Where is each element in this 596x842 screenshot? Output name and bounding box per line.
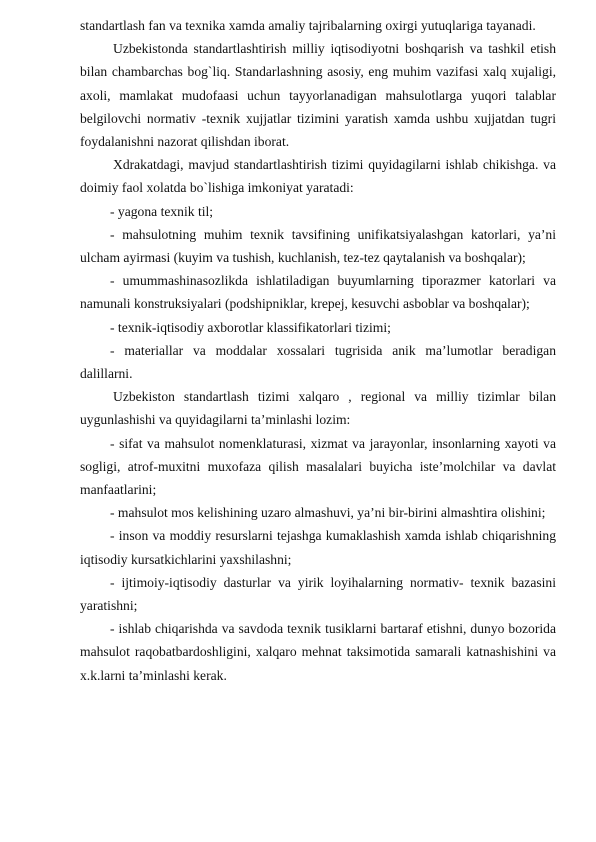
document-page	[80, 14, 556, 687]
list-item-1: - yagona texnik til;	[110, 203, 214, 219]
list-item-3: - umummashinasozlikda ishlatiladigan buyumlarning tiporazmer katorlari va namunali konstruksiyalari (podshipniklar, krepej, kesuvchi asboblar va boshqalar);	[80, 273, 556, 312]
list-item-4: - texnik-iqtisodiy axborotlar klassifikatorlari tizimi;	[110, 319, 391, 335]
paragraph-1: standartlash fan va texnika xamda amaliy tajribalarning oxirgi yutuqlariga tayanadi.	[80, 18, 536, 33]
list-item-6: - sifat va mahsulot nomenklaturasi, xizmat va jarayonlar, insonlarning xayoti va sogligi, atrof-muxitni muxofaza qilish masalalari buyicha iste’molchilar va davlat manfaatlarini;	[80, 435, 556, 498]
list-item-8: - inson va moddiy resurslarni tejashga kumaklashish xamda ishlab chiqarishning iqtisodiy kursatkichlarini yaxshilashni;	[80, 528, 556, 567]
list-item-2: - mahsulotning muhim texnik tavsifining unifikatsiyalashgan katorlari, ya’ni ulcham ayirmasi (kuyim va tushish, kuchlanish, tez-tez qaytalanish va boshqalar);	[80, 226, 556, 266]
paragraph-4: Uzbekiston standartlash tizimi xalqaro , regional va milliy tizimlar bilan uygunlashishi va quyidagilarni ta’minlashi lozim:	[80, 389, 556, 428]
list-item-9: - ijtimoiy-iqtisodiy dasturlar va yirik loyihalarning normativ- texnik bazasini yaratishni;	[80, 574, 556, 614]
list-item-7: - mahsulot mos kelishining uzaro almashuvi, ya’ni bir-birini almashtira olishini;	[110, 505, 546, 521]
paragraph-3: Xdrakatdagi, mavjud standartlashtirish tizimi quyidagilarni ishlab chikishga. va doimiy faol xolatda bo`lishiga imkoniyat yaratadi:	[80, 157, 556, 196]
paragraph-2: Uzbekistonda standartlashtirish milliy iqtisodiyotni boshqarish va tashkil etish bilan chambarchas bog`liq. Standarlashning asosiy, eng muhim vazifasi xalq xujaligi, axoli, mamlakat mudofaasi uchun tayyorlanadigan mahsulotlarga yuqori talablar belgilovchi normativ -texnik xujjatlar tizimini yaratish xamda ushbu xujjatdan tugri foydalanishni nazorat qilishdan iborat.	[80, 41, 556, 150]
list-item-10: - ishlab chiqarishda va savdoda texnik tusiklarni bartaraf etishni, dunyo bozorida mahsulot raqobatbardoshligini, xalqaro mehnat taksimotida samarali katnashishini va x.k.larni ta’minlashi kerak.	[80, 621, 556, 683]
list-item-5: - materiallar va moddalar xossalari tugrisida anik ma’lumotlar beradigan dalillarni.	[80, 342, 556, 382]
